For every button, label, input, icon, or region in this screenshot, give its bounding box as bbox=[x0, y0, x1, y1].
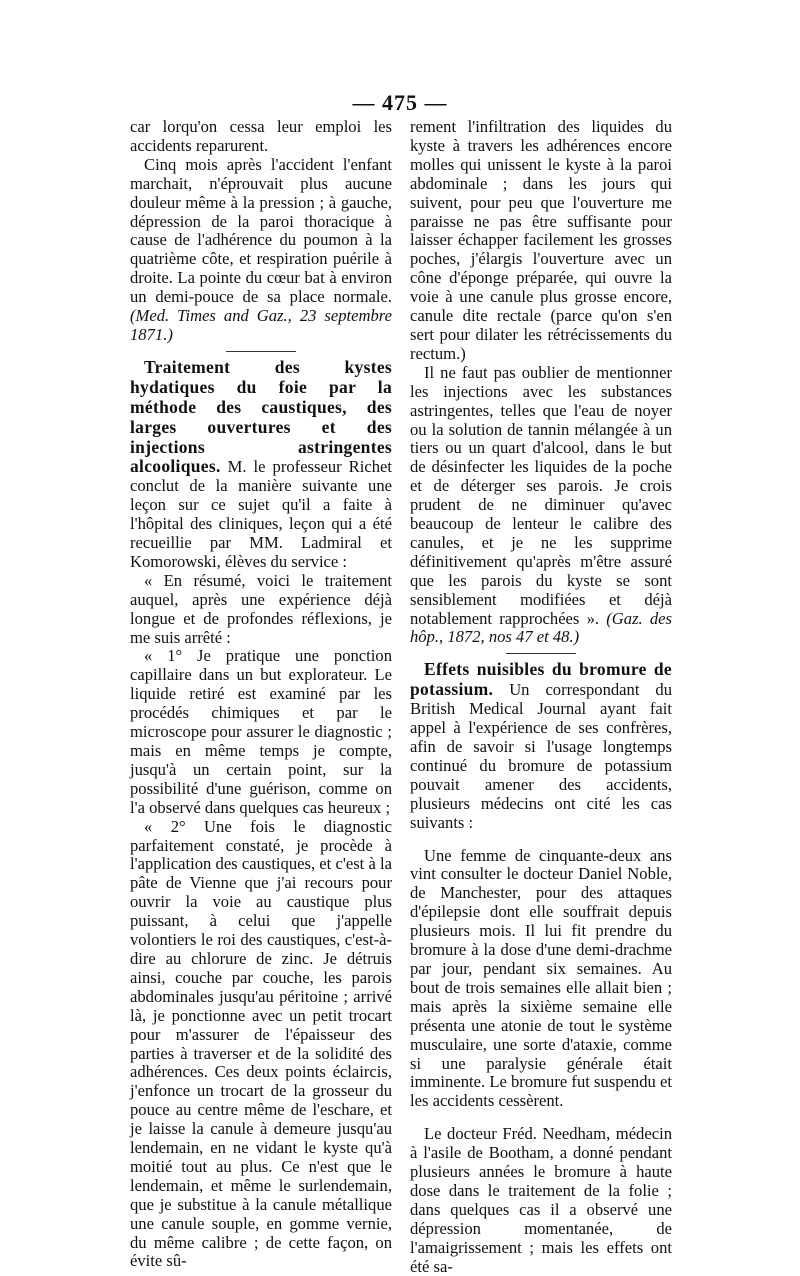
paragraph: « 1° Je pratique une ponction capillaire dans un but explorateur. Le liquide retiré est examiné par les procédés chimiques et par le microscope pour assurer le diagnostic ; mais en même temps je compte, jusqu'à un certain point, sur la possibilité d'une guérison, comme on l'a observé dans quelques cas heureux ; bbox=[130, 646, 392, 817]
paragraph-text: Il ne faut pas oublier de mentionner les injections avec les substances astringentes, telles que l'eau de noyer ou la solution de tannin mélangée à un tiers ou un quart d'alcool, dans le but de désinfecter les liquides de la poche et de déterger ses parois. Je crois prudent de ne diminuer qu'avec beaucoup de lenteur le calibre des canules, et je ne les supprime définitivement qu'après m'être assuré que les parois du kyste se sont sensiblement modifiées et déjà notablement rapprochées ». bbox=[410, 362, 672, 628]
left-column bbox=[130, 118, 392, 1271]
paragraph bbox=[130, 156, 392, 345]
right-column bbox=[410, 118, 672, 1276]
paragraph: rement l'infiltration des liquides du kyste à travers les adhérences encore molles qui unissent le kyste à la paroi abdominale ; dans les jours qui suivent, pour peu que l'ouverture me paraisse ne pas être suffisante pour laisser échapper facilement les grosses poches, j'élargis l'ouverture avec un cône d'éponge préparée, qui ouvre la voie à une canule plus grosse encore, canule dite rectale (parce qu'on s'en sert pour dilater les rétrécissements du rectum.) bbox=[410, 117, 672, 363]
page-number: — 475 — bbox=[352, 90, 448, 115]
section-intro: M. le professeur Richet conclut de la manière suivante une leçon sur ce sujet qu'il a faite à l'hôpital des cliniques, leçon qui a été recueillie par MM. Ladmiral et Komorowski, élèves du service : bbox=[130, 457, 392, 571]
paragraph-text: Cinq mois après l'accident l'enfant marchait, n'éprouvait plus aucune douleur même à la pression ; à gauche, dépression de la paroi thoracique à cause de l'adhérence du poumon à la quatrième côte, et respiration puérile à droite. La pointe du cœur bat à environ un demi-pouce de sa place normale. bbox=[130, 154, 392, 307]
section-title: Traitement des kystes hydatiques du foie par la méthode des caustiques, des larges ouvertures et des injections astringentes alcooliques. bbox=[130, 356, 392, 477]
section-paragraph bbox=[130, 358, 392, 572]
paragraph bbox=[410, 364, 672, 648]
citation: (Med. Times and Gaz., 23 septembre 1871.) bbox=[130, 306, 392, 344]
paragraph: « 2° Une fois le diagnostic parfaitement constaté, je procède à l'application des caustiques, et c'est à la pâte de Vienne que j'ai recours pour ouvrir la voie au caustique plus puissant, à celui que j'appelle volontiers le roi des caustiques, c'est-à-dire au chlorure de zinc. Je détruis ainsi, couche par couche, les parois abdominales jusqu'au péritoine ; arrivé là, je ponctionne avec un petit trocart pour m'assurer de l'épaisseur des parties à traverser et de la solidité des adhérences. Ces deux points éclaircis, j'enfonce un trocart de la grosseur du pouce au centre même de l'eschare, et je laisse la canule à demeure jusqu'au lendemain, en ne vidant le kyste qu'à moitié tout au plus. Ce n'est que le lendemain, et même le surlendemain, que je substitue à la canule métallique une canule souple, en gomme vernie, du même calibre ; de cette façon, on évite sû- bbox=[130, 816, 392, 1271]
paragraph: car lorqu'on cessa leur emploi les accidents reparurent. bbox=[130, 117, 392, 155]
section-divider bbox=[226, 351, 296, 352]
paragraph: Une femme de cinquante-deux ans vint consulter le docteur Daniel Noble, de Manchester, pour des attaques d'épilepsie dont elle souffrait depuis plusieurs mois. Il lui fit prendre du bromure à la dose d'une demi-drachme par jour, pendant six semaines. Au bout de trois semaines elle allait bien ; mais après la sixième semaine elle présenta une atonie de tout le système musculaire, une sorte d'ataxie, comme si une paralysie générale était imminente. Le bromure fut suspendu et les accidents cessèrent. bbox=[410, 845, 672, 1111]
section-paragraph bbox=[410, 660, 672, 832]
citation: (Gaz. des hôp., 1872, nos 47 et 48.) bbox=[410, 608, 673, 647]
section-divider bbox=[506, 653, 576, 654]
paragraph: « En résumé, voici le traitement auquel, après une expérience déjà longue et de profondes réflexions, je me suis arrêté : bbox=[130, 570, 392, 647]
section-intro: Un correspondant du British Medical Journal ayant fait appel à l'expérience de ses confrères, afin de savoir si l'usage longtemps continué du bromure de potassium pouvait amener des accidents, plusieurs médecins ont cité les cas suivants : bbox=[410, 680, 672, 832]
section-title: Effets nuisibles du bromure de potassium. bbox=[410, 659, 672, 700]
paragraph: Le docteur Fréd. Needham, médecin à l'asile de Bootham, a donné pendant plusieurs années le bromure à haute dose dans le traitement de la folie ; dans quelques cas il a observé une dépression momentanée, de l'amaigrissement ; mais les effets ont été sa- bbox=[410, 1124, 672, 1276]
